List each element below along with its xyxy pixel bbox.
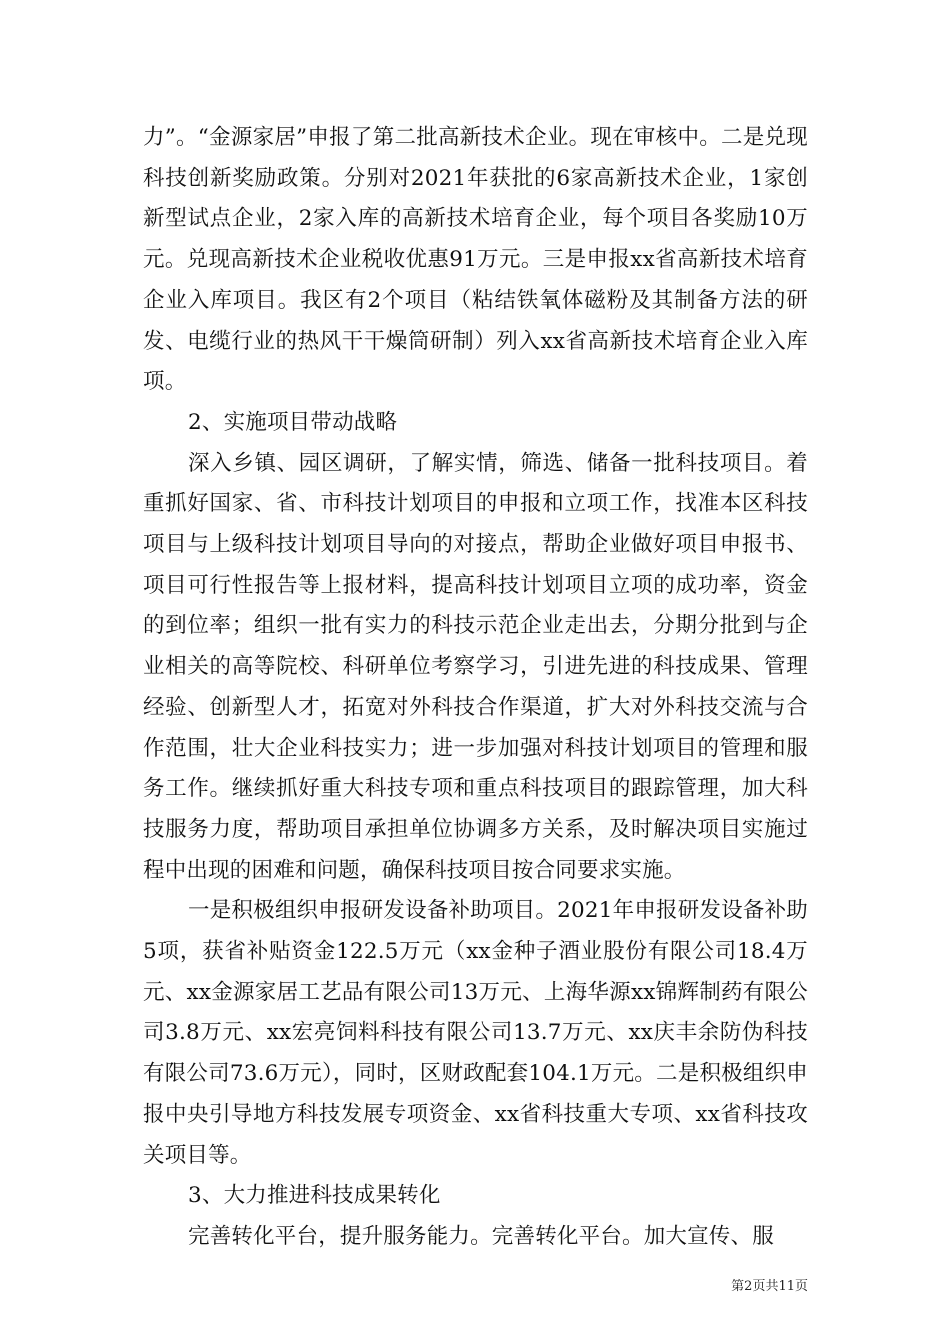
paragraph-1: 力”。“金源家居”申报了第二批高新技术企业。现在审核中。二是兑现科技创新奖励政策。分别对2021年获批的6家高新技术企业，1家创新型试点企业，2家入库的高新技术培育企业，每个项目各奖励10万元。兑现高新技术企业税收优惠91万元。三是申报xx省高新技术培育企业入库项目。我区有2个项目（粘结铁氧体磁粉及其制备方法的研发、电缆行业的热风干干燥筒研制）列入xx省高新技术培育企业入库项。 — [143, 125, 808, 395]
paragraph-4: 一是积极组织申报研发设备补助项目。2021年申报研发设备补助5项，获省补贴资金122.5万元（xx金种子酒业股份有限公司18.4万元、xx金源家居工艺品有限公司13万元、上海华源xx锦辉制药有限公司3.8万元、xx宏亮饲料科技有限公司13.7万元、xx庆丰余防伪科技有限公司73.6万元），同时，区财政配套104.1万元。二是积极组织申报中央引导地方科技发展专项资金、xx省科技重大专项、xx省科技攻关项目等。 — [143, 898, 808, 1168]
document-body — [143, 118, 808, 1258]
paragraph-6: 完善转化平台，提升服务能力。完善转化平台。加大宣传、服 — [188, 1223, 774, 1249]
heading-3-tech-transfer: 3、大力推进科技成果转化 — [188, 1183, 441, 1209]
paragraph-3: 深入乡镇、园区调研，了解实情，筛选、储备一批科技项目。着重抓好国家、省、市科技计划项目的申报和立项工作，找准本区科技项目与上级科技计划项目导向的对接点，帮助企业做好项目申报书、项目可行性报告等上报材料，提高科技计划项目立项的成功率，资金的到位率；组织一批有实力的科技示范企业走出去，分期分批到与企业相关的高等院校、科研单位考察学习，引进先进的科技成果、管理经验、创新型人才，拓宽对外科技合作渠道，扩大对外科技交流与合作范围，壮大企业科技实力；进一步加强对科技计划项目的管理和服务工作。继续抓好重大科技专项和重点科技项目的跟踪管理，加大科技服务力度，帮助项目承担单位协调多方关系，及时解决项目实施过程中出现的困难和问题，确保科技项目按合同要求实施。 — [143, 450, 808, 883]
heading-2-project-strategy: 2、实施项目带动战略 — [188, 409, 398, 435]
page-number: 第2页共11页 — [731, 1279, 808, 1294]
